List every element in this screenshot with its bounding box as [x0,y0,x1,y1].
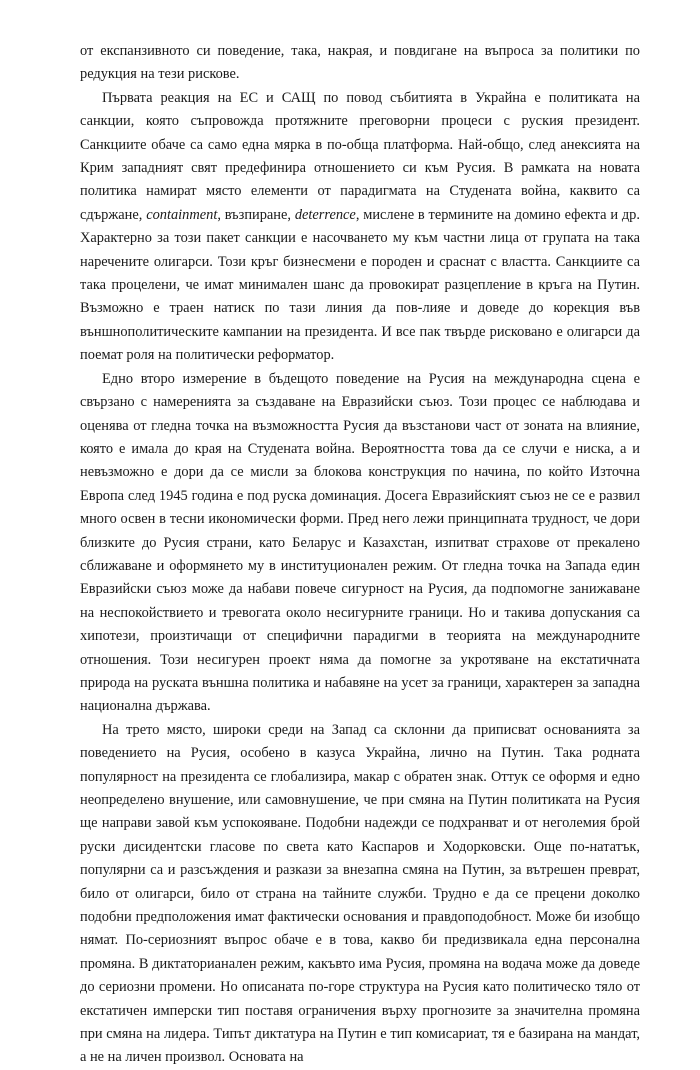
paragraph-text: , мислене в термините на домино ефекта и др. Характерно за този пакет санкции е насочването му към частни лица от групата на така наречените олигарси. Този кръг бизнесмени е породен и сраснат с властта. Санкциите са така процелени, че имат минимален шанс да провокират разцепление в кръга на Путин. Възможно е траен натиск по тази линия да пов-лияе и доведе до корекция във външнополитическите кампании на президента. И все пак твърде рисковано е олигарси да поемат роля на политически реформатор. [80,206,640,364]
paragraph-sanctions [80,87,640,368]
italic-term-containment: containment [146,206,218,223]
document-page [80,40,640,1070]
paragraph-eurasian-union [80,368,640,719]
paragraph-text: На трето място, широки среди на Запад са склонни да приписват основанията за поведението на Русия, особено в казуса Украйна, лично на Путин. Така родната популярност на президента се глобализира, макар с обратен знак. Оттук се оформя и едно неопределено внушение, или самовнушение, че при смяна на Путин политиката на Русия ще направи завой към успокояване. Подобни надежди се подхранват и от неголемия брой руски дисидентски гласове по света като Каспаров и Ходорковски. Още по-нататък, популярни са и разсъждения и разкази за внезапна смяна на Путин, за вътрешен преврат, било от олигарси, било от страна на тайните служби. Трудно е да се прецени доколко подобни предположения имат фактически основания и правдоподобност. Може би изобщо нямат. По-сериозният въпрос обаче е в това, какво би предизвикала една персонална промяна. В диктаторианален режим, какъвто има Русия, промяна на водача може да доведе до сериозни промени. Но описаната по-горе структура на Русия като политическо тяло от екстатичен имперски тип поставя ограничения върху прогнозите за значителна промяна при смяна на лидера. Типът диктатура на Путин е тип комисариат, тя е базирана на мандат, а не на личен произвол. Основата на [80,721,640,1066]
italic-term-deterrence: deterrence [294,206,356,223]
paragraph-putin-personal [80,719,640,1070]
paragraph-text: Едно второ измерение в бъдещото поведение на Русия на международна сцена е свързано с намеренията за създаване на Евразийски съюз. Този процес се наблюдава и оценява от гледна точка на възможността Русия да възстанови част от зоната на влияние, която е имала до края на Студената война. Вероятността това да се случи е ниска, а и невъзможно е дори да се мисли за блокова конструкция по начина, по който Източна Европа след 1945 година е под руска доминация. Досега Евразийският съюз не се е развил много освен в тесни икономически форми. Пред него лежи принципната трудност, че дори близките до Русия страни, като Беларус и Казахстан, изпитват страхове от прекалено сближаване и оформянето му в институционален режим. От гледна точка на Запада един Евразийски съюз може да набави повече сигурност на Русия, да подпомогне занижаване на неспокойствието и тревогата около несигурните граници. Но и такива допускания са хипотези, произтичащи от специфични парадигми в теорията на международните отношения. Този несигурен проект няма да помогне за укротяване на екстатичната природа на руската външна политика и набавяне на усет за граници, характерен за западна национална държава. [80,370,640,715]
paragraph-text: , възпиране, [217,206,295,223]
paragraph-continuation [80,40,640,87]
paragraph-text: Първата реакция на ЕС и САЩ по повод събитията в Украйна е политиката на санкции, която съпровожда протяжните преговорни процеси с руския президент. Санкциите обаче са само една мярка в по-обща платформа. Най-общо, след анексията на Крим западният свят предефинира отношението си към Русия. В рамката на новата политика намират място елементи от парадигмата на Студената война, каквито са сдържане, [80,89,640,223]
paragraph-text: от експанзивното си поведение, така, накрая, и повдигане на въпроса за политики по редукция на тези рискове. [80,43,640,83]
